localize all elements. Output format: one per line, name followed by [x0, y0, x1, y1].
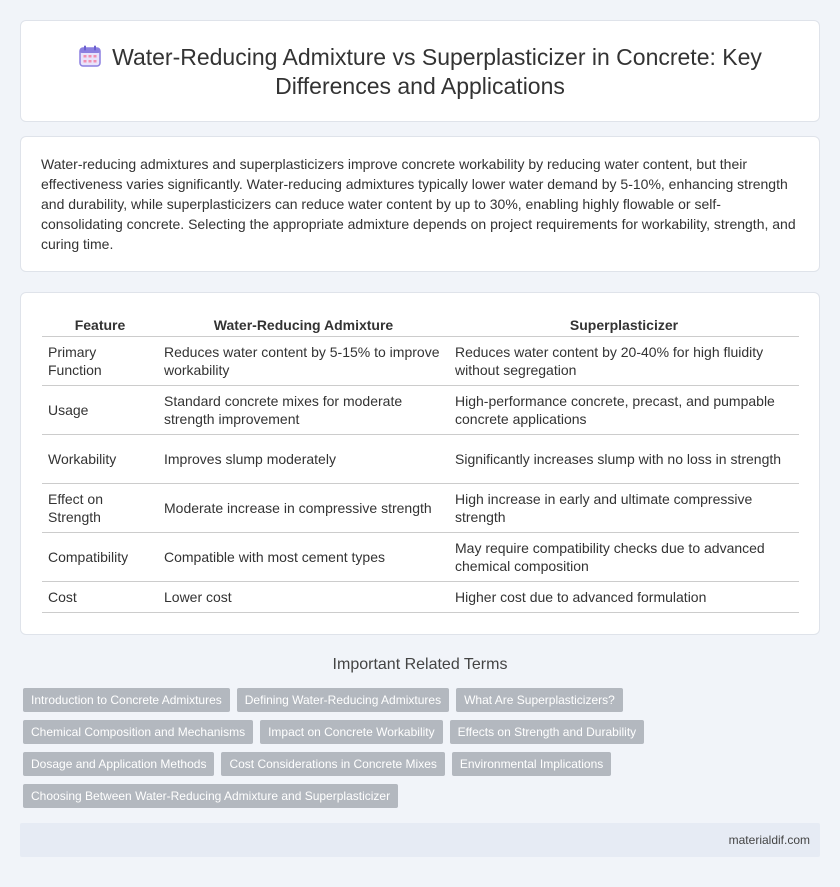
tag-row [23, 720, 823, 744]
intro-paragraph: Water-reducing admixtures and superplasticizers improve concrete workability by reducing water content, but their effectiveness varies significantly. Water-reducing admixtures typically lower water demand by 5-10%, enhancing strength and durability, while superplasticizers can reduce water content by up to 30%, enabling highly flowable or self-consolidating concrete. Selecting the appropriate admixture depends on project requirements for workability, strength, and curing time. [41, 156, 796, 252]
related-term-tag[interactable]: Impact on Concrete Workability [260, 720, 443, 744]
title-card [20, 20, 820, 122]
tag-row [23, 752, 823, 776]
tag-row [23, 688, 823, 712]
table-cell: Moderate increase in compressive strength [158, 484, 449, 533]
footer [20, 823, 820, 857]
comparison-table-card [20, 292, 820, 635]
table-cell: Compatible with most cement types [158, 533, 449, 582]
related-term-tag[interactable]: Choosing Between Water-Reducing Admixture and Superplasticizer [23, 784, 398, 808]
table-cell: Significantly increases slump with no loss in strength [449, 435, 799, 484]
table-cell: High increase in early and ultimate compressive strength [449, 484, 799, 533]
table-cell: Standard concrete mixes for moderate strength improvement [158, 386, 449, 435]
related-term-tag[interactable]: Chemical Composition and Mechanisms [23, 720, 253, 744]
column-header: Feature [42, 311, 158, 337]
related-term-tag[interactable]: Cost Considerations in Concrete Mixes [221, 752, 444, 776]
table-row [42, 337, 799, 386]
table-cell: May require compatibility checks due to advanced chemical composition [449, 533, 799, 582]
table-row [42, 484, 799, 533]
table-cell: Usage [42, 386, 158, 435]
title-wrap [61, 43, 779, 101]
table-cell: Workability [42, 435, 158, 484]
table-row [42, 582, 799, 613]
calendar-icon [78, 44, 102, 68]
table-cell: Cost [42, 582, 158, 613]
table-cell: Primary Function [42, 337, 158, 386]
table-cell: Compatibility [42, 533, 158, 582]
related-term-tag[interactable]: What Are Superplasticizers? [456, 688, 623, 712]
column-header: Superplasticizer [449, 311, 799, 337]
table-cell: Reduces water content by 20-40% for high fluidity without segregation [449, 337, 799, 386]
table-cell: Higher cost due to advanced formulation [449, 582, 799, 613]
table-row [42, 533, 799, 582]
related-terms-title: Important Related Terms [332, 656, 508, 673]
related-term-tag[interactable]: Defining Water-Reducing Admixtures [237, 688, 449, 712]
related-terms-tags [23, 688, 823, 816]
table-header-row [42, 311, 799, 337]
intro-card [20, 136, 820, 272]
footer-site-link[interactable]: materialdif.com [728, 833, 810, 847]
related-term-tag[interactable]: Effects on Strength and Durability [450, 720, 645, 744]
table-cell: Effect on Strength [42, 484, 158, 533]
related-term-tag[interactable]: Introduction to Concrete Admixtures [23, 688, 230, 712]
related-term-tag[interactable]: Environmental Implications [452, 752, 611, 776]
table-row [42, 435, 799, 484]
page-title [61, 43, 779, 101]
table-cell: High-performance concrete, precast, and pumpable concrete applications [449, 386, 799, 435]
page-title-text: Water-Reducing Admixture vs Superplasticizer in Concrete: Key Differences and Applications [112, 44, 762, 99]
table-cell: Lower cost [158, 582, 449, 613]
table-cell: Reduces water content by 5-15% to improve workability [158, 337, 449, 386]
table-row [42, 386, 799, 435]
tag-row [23, 784, 823, 808]
related-term-tag[interactable]: Dosage and Application Methods [23, 752, 214, 776]
comparison-table [42, 311, 799, 613]
column-header: Water-Reducing Admixture [158, 311, 449, 337]
table-cell: Improves slump moderately [158, 435, 449, 484]
